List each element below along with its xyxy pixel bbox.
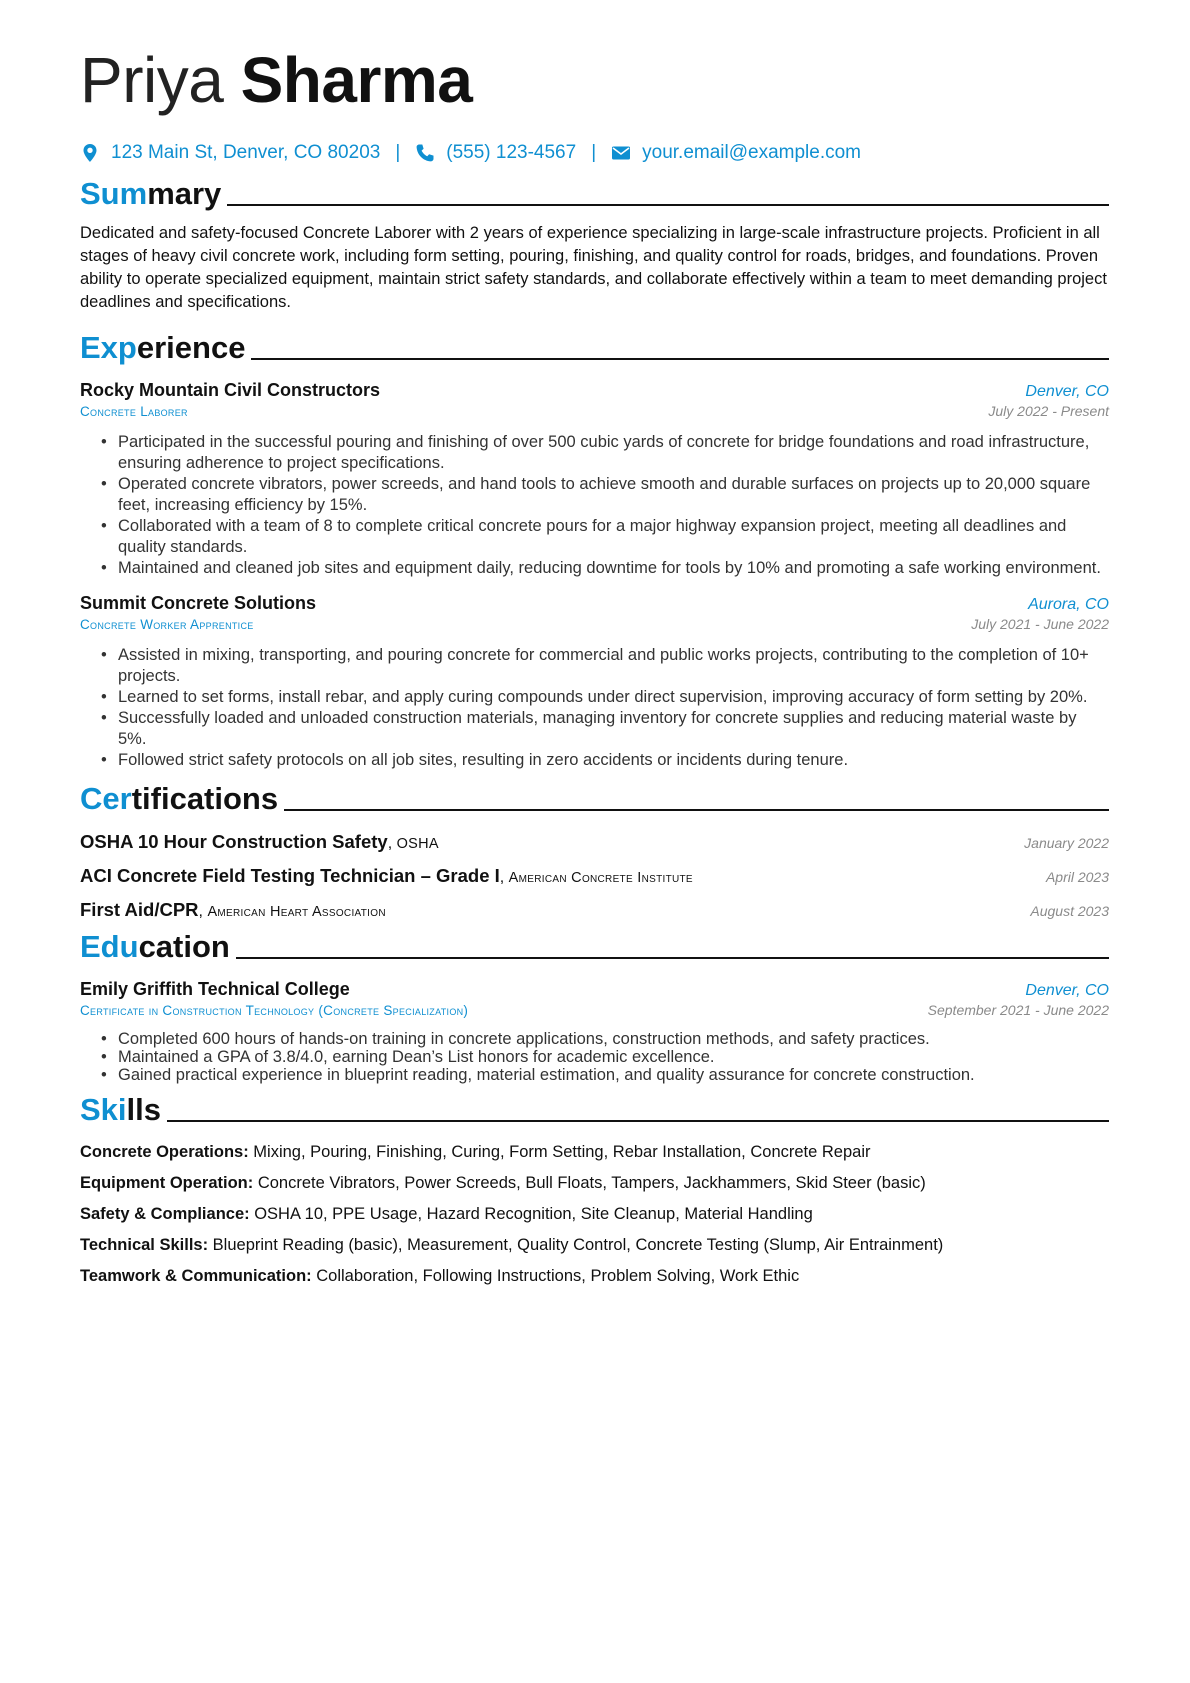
program-name: Certificate in Construction Technology (Concrete Specialization) xyxy=(80,1003,469,1018)
section-header xyxy=(80,326,1109,366)
job-dates: July 2022 - Present xyxy=(988,403,1109,419)
skill-values: Mixing, Pouring, Finishing, Curing, Form Setting, Rebar Installation, Concrete Repair xyxy=(253,1143,871,1161)
summary-section xyxy=(80,172,1109,314)
certification-item: ACI Concrete Field Testing Technician – Grade I, American Concrete Institute April 2023 xyxy=(80,865,1109,886)
school-name: Emily Griffith Technical College xyxy=(80,979,350,999)
contact-address xyxy=(80,142,380,164)
list-item: • Completed 600 hours of hands-on training in concrete applications, construction methods, and safety practices. xyxy=(118,1030,1109,1048)
phone-text: (555) 123-4567 xyxy=(446,142,577,163)
address-text: 123 Main St, Denver, CO 80203 xyxy=(111,142,381,163)
section-title-certifications: Certifications xyxy=(80,781,279,816)
skill-values: Blueprint Reading (basic), Measurement, Quality Control, Concrete Testing (Slump, Air Entrainment) xyxy=(212,1236,944,1254)
job-bullets xyxy=(80,432,1109,579)
section-divider xyxy=(251,358,1109,360)
skill-category: Concrete Operations: xyxy=(80,1143,249,1161)
job-title: Concrete Laborer xyxy=(80,404,188,419)
contact-separator: | xyxy=(591,142,597,163)
experience-section xyxy=(80,326,1109,771)
job-location: Aurora, CO xyxy=(1028,596,1109,613)
job-entry xyxy=(80,593,1109,771)
section-title-experience: Experience xyxy=(80,330,246,365)
skill-values: OSHA 10, PPE Usage, Hazard Recognition, Site Cleanup, Material Handling xyxy=(254,1205,813,1223)
job-bullets xyxy=(80,645,1109,771)
certification-issuer: American Heart Association xyxy=(207,904,386,920)
skill-category: Equipment Operation: xyxy=(80,1174,254,1192)
job-dates: July 2021 - June 2022 xyxy=(971,616,1109,632)
candidate-name xyxy=(80,40,1109,120)
certification-name: First Aid/CPR xyxy=(80,899,199,920)
section-divider xyxy=(167,1120,1109,1122)
certifications-section xyxy=(80,777,1109,921)
email-link: your.email@example.com xyxy=(642,142,862,163)
first-name: Priya xyxy=(80,44,224,116)
list-item: • Successfully loaded and unloaded construction materials, managing inventory for concrete supplies and reducing material waste by 5%. xyxy=(118,708,1109,750)
contact-bar xyxy=(80,142,1109,164)
list-item: • Gained practical experience in blueprint reading, material estimation, and quality assurance for concrete construction. xyxy=(118,1066,1109,1084)
job-entry xyxy=(80,380,1109,579)
skill-values: Concrete Vibrators, Power Screeds, Bull Floats, Tampers, Jackhammers, Skid Steer (basic) xyxy=(257,1174,926,1192)
skill-category: Safety & Compliance: xyxy=(80,1205,250,1223)
certification-date: January 2022 xyxy=(1024,835,1109,851)
education-entry xyxy=(80,979,1109,1084)
school-location: Denver, CO xyxy=(1025,982,1109,999)
certification-name: ACI Concrete Field Testing Technician – Grade I xyxy=(80,865,500,886)
section-header xyxy=(80,925,1109,965)
list-item: • Assisted in mixing, transporting, and pouring concrete for commercial and public works projects, contributing to the completion of 10+ projects. xyxy=(118,645,1109,687)
last-name: Sharma xyxy=(240,44,473,116)
list-item: • Followed strict safety protocols on all job sites, resulting in zero accidents or incidents during tenure. xyxy=(118,750,1109,771)
education-section xyxy=(80,925,1109,1084)
company-name: Rocky Mountain Civil Constructors xyxy=(80,380,381,400)
envelope-icon xyxy=(611,143,631,163)
list-item: • Maintained and cleaned job sites and equipment daily, reducing downtime for tools by 10% and promoting a safe working environment. xyxy=(118,558,1109,579)
skill-values: Collaboration, Following Instructions, Problem Solving, Work Ethic xyxy=(316,1267,800,1285)
contact-separator: | xyxy=(395,142,401,163)
list-item: • Maintained a GPA of 3.8/4.0, earning Dean’s List honors for academic excellence. xyxy=(118,1048,1109,1066)
certification-item: OSHA 10 Hour Construction Safety, OSHA January 2022 xyxy=(80,831,1109,852)
map-marker-icon xyxy=(80,143,100,163)
certification-issuer: OSHA xyxy=(396,836,439,852)
contact-email[interactable] xyxy=(611,142,861,164)
list-item: • Learned to set forms, install rebar, and apply curing compounds under direct supervision, improving accuracy of form setting by 20%. xyxy=(118,687,1109,708)
certification-date: April 2023 xyxy=(1045,869,1109,885)
section-title-education: Education xyxy=(80,929,230,964)
section-header xyxy=(80,1088,1109,1128)
job-title: Concrete Worker Apprentice xyxy=(80,617,254,632)
education-dates: September 2021 - June 2022 xyxy=(927,1002,1109,1018)
skills-section xyxy=(80,1088,1109,1286)
skill-line xyxy=(80,1235,1109,1255)
certification-date: August 2023 xyxy=(1030,903,1109,919)
skill-line xyxy=(80,1173,1109,1193)
education-bullets xyxy=(80,1030,1109,1084)
skill-category: Technical Skills: xyxy=(80,1236,209,1254)
skill-line xyxy=(80,1266,1109,1286)
skill-line xyxy=(80,1142,1109,1162)
section-header xyxy=(80,777,1109,817)
section-divider xyxy=(236,957,1109,959)
certification-name: OSHA 10 Hour Construction Safety xyxy=(80,831,388,852)
certification-item: First Aid/CPR, American Heart Association August 2023 xyxy=(80,899,1109,920)
section-title-summary: Summary xyxy=(80,176,222,211)
summary-text: Dedicated and safety-focused Concrete Laborer with 2 years of experience specializing in large-scale infrastructure projects. Proficient in all stages of heavy civil concrete work, including form setting, pouring, finishing, and quality control for roads, bridges, and foundations. Proven ability to operate specialized equipment, maintain strict safety standards, and collaborate effectively within a team to meet demanding project deadlines and specifications. xyxy=(80,224,1107,311)
contact-phone[interactable] xyxy=(415,142,576,164)
certification-issuer: American Concrete Institute xyxy=(508,870,693,886)
section-header xyxy=(80,172,1109,212)
list-item: • Participated in the successful pouring and finishing of over 500 cubic yards of concrete for bridge foundations and road infrastructure, ensuring adherence to project specifications. xyxy=(118,432,1109,474)
job-location: Denver, CO xyxy=(1025,383,1109,400)
company-name: Summit Concrete Solutions xyxy=(80,593,317,613)
list-item: • Operated concrete vibrators, power screeds, and hand tools to achieve smooth and durable surfaces on projects up to 20,000 square feet, increasing efficiency by 15%. xyxy=(118,474,1109,516)
section-title-skills: Skills xyxy=(80,1092,161,1127)
skill-line xyxy=(80,1204,1109,1224)
section-divider xyxy=(284,809,1109,811)
section-divider xyxy=(227,204,1109,206)
phone-icon xyxy=(415,143,435,163)
skill-category: Teamwork & Communication: xyxy=(80,1267,312,1285)
list-item: • Collaborated with a team of 8 to complete critical concrete pours for a major highway expansion project, meeting all deadlines and quality standards. xyxy=(118,516,1109,558)
